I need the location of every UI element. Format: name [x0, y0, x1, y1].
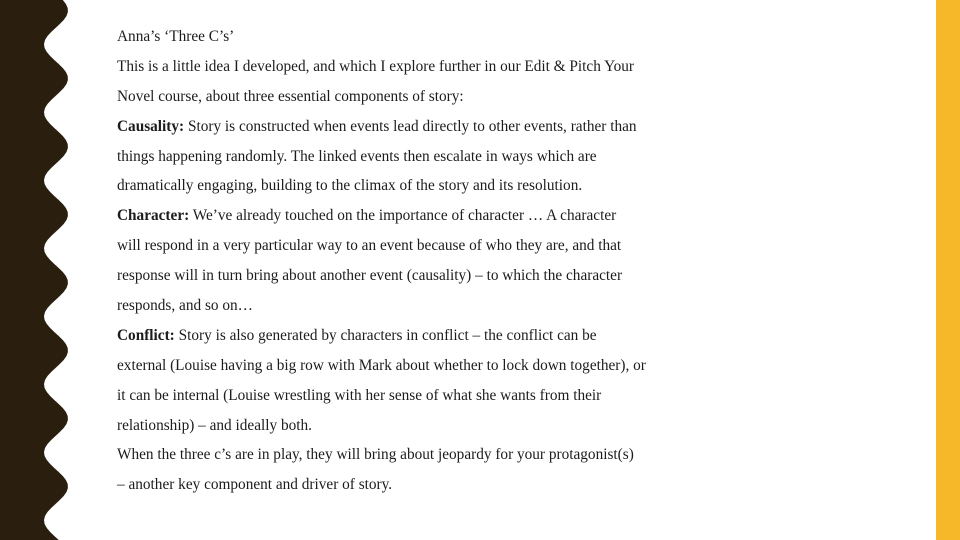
conflict-text: Story is also generated by characters in conflict – the conflict can be — [174, 326, 597, 344]
left-scalloped-border — [0, 0, 80, 540]
character-term: Character: — [117, 207, 190, 225]
causality-line-1 — [117, 112, 727, 142]
conflict-line-2: external (Louise having a big row with Mark about whether to lock down together), or — [117, 356, 646, 374]
causality-text: Story is constructed when events lead directly to other events, rather than — [184, 117, 637, 135]
conflict-term: Conflict: — [117, 326, 175, 344]
conflict-line-4: relationship) – and ideally both. — [117, 416, 312, 434]
intro-line-1: This is a little idea I developed, and which I explore further in our Edit & Pitch Your — [117, 57, 635, 75]
intro-line-2: Novel course, about three essential components of story: — [117, 87, 464, 105]
causality-term: Causality: — [117, 117, 185, 135]
right-accent-bar — [936, 0, 960, 540]
causality-line-2: things happening randomly. The linked events then escalate in ways which are — [117, 147, 597, 165]
scallop-edge-shape — [0, 0, 68, 540]
conflict-line-3: it can be internal (Louise wrestling with her sense of what she wants from their — [117, 386, 602, 404]
slide-text-block — [117, 22, 727, 500]
character-line-3: response will in turn bring about another event (causality) – to which the character — [117, 267, 623, 285]
character-line-1 — [117, 201, 727, 231]
character-text: We’ve already touched on the importance of character … A character — [189, 207, 617, 225]
conflict-line-1 — [117, 321, 727, 351]
closing-line-2: – another key component and driver of story. — [117, 476, 393, 494]
causality-line-3: dramatically engaging, building to the climax of the story and its resolution. — [117, 177, 583, 195]
heading: Anna’s ‘Three C’s’ — [117, 28, 235, 45]
character-line-2: will respond in a very particular way to an event because of who they are, and that — [117, 237, 622, 255]
character-line-4: responds, and so on… — [117, 297, 253, 315]
closing-line-1: When the three c’s are in play, they will bring about jeopardy for your protagonist(s) — [117, 446, 634, 464]
